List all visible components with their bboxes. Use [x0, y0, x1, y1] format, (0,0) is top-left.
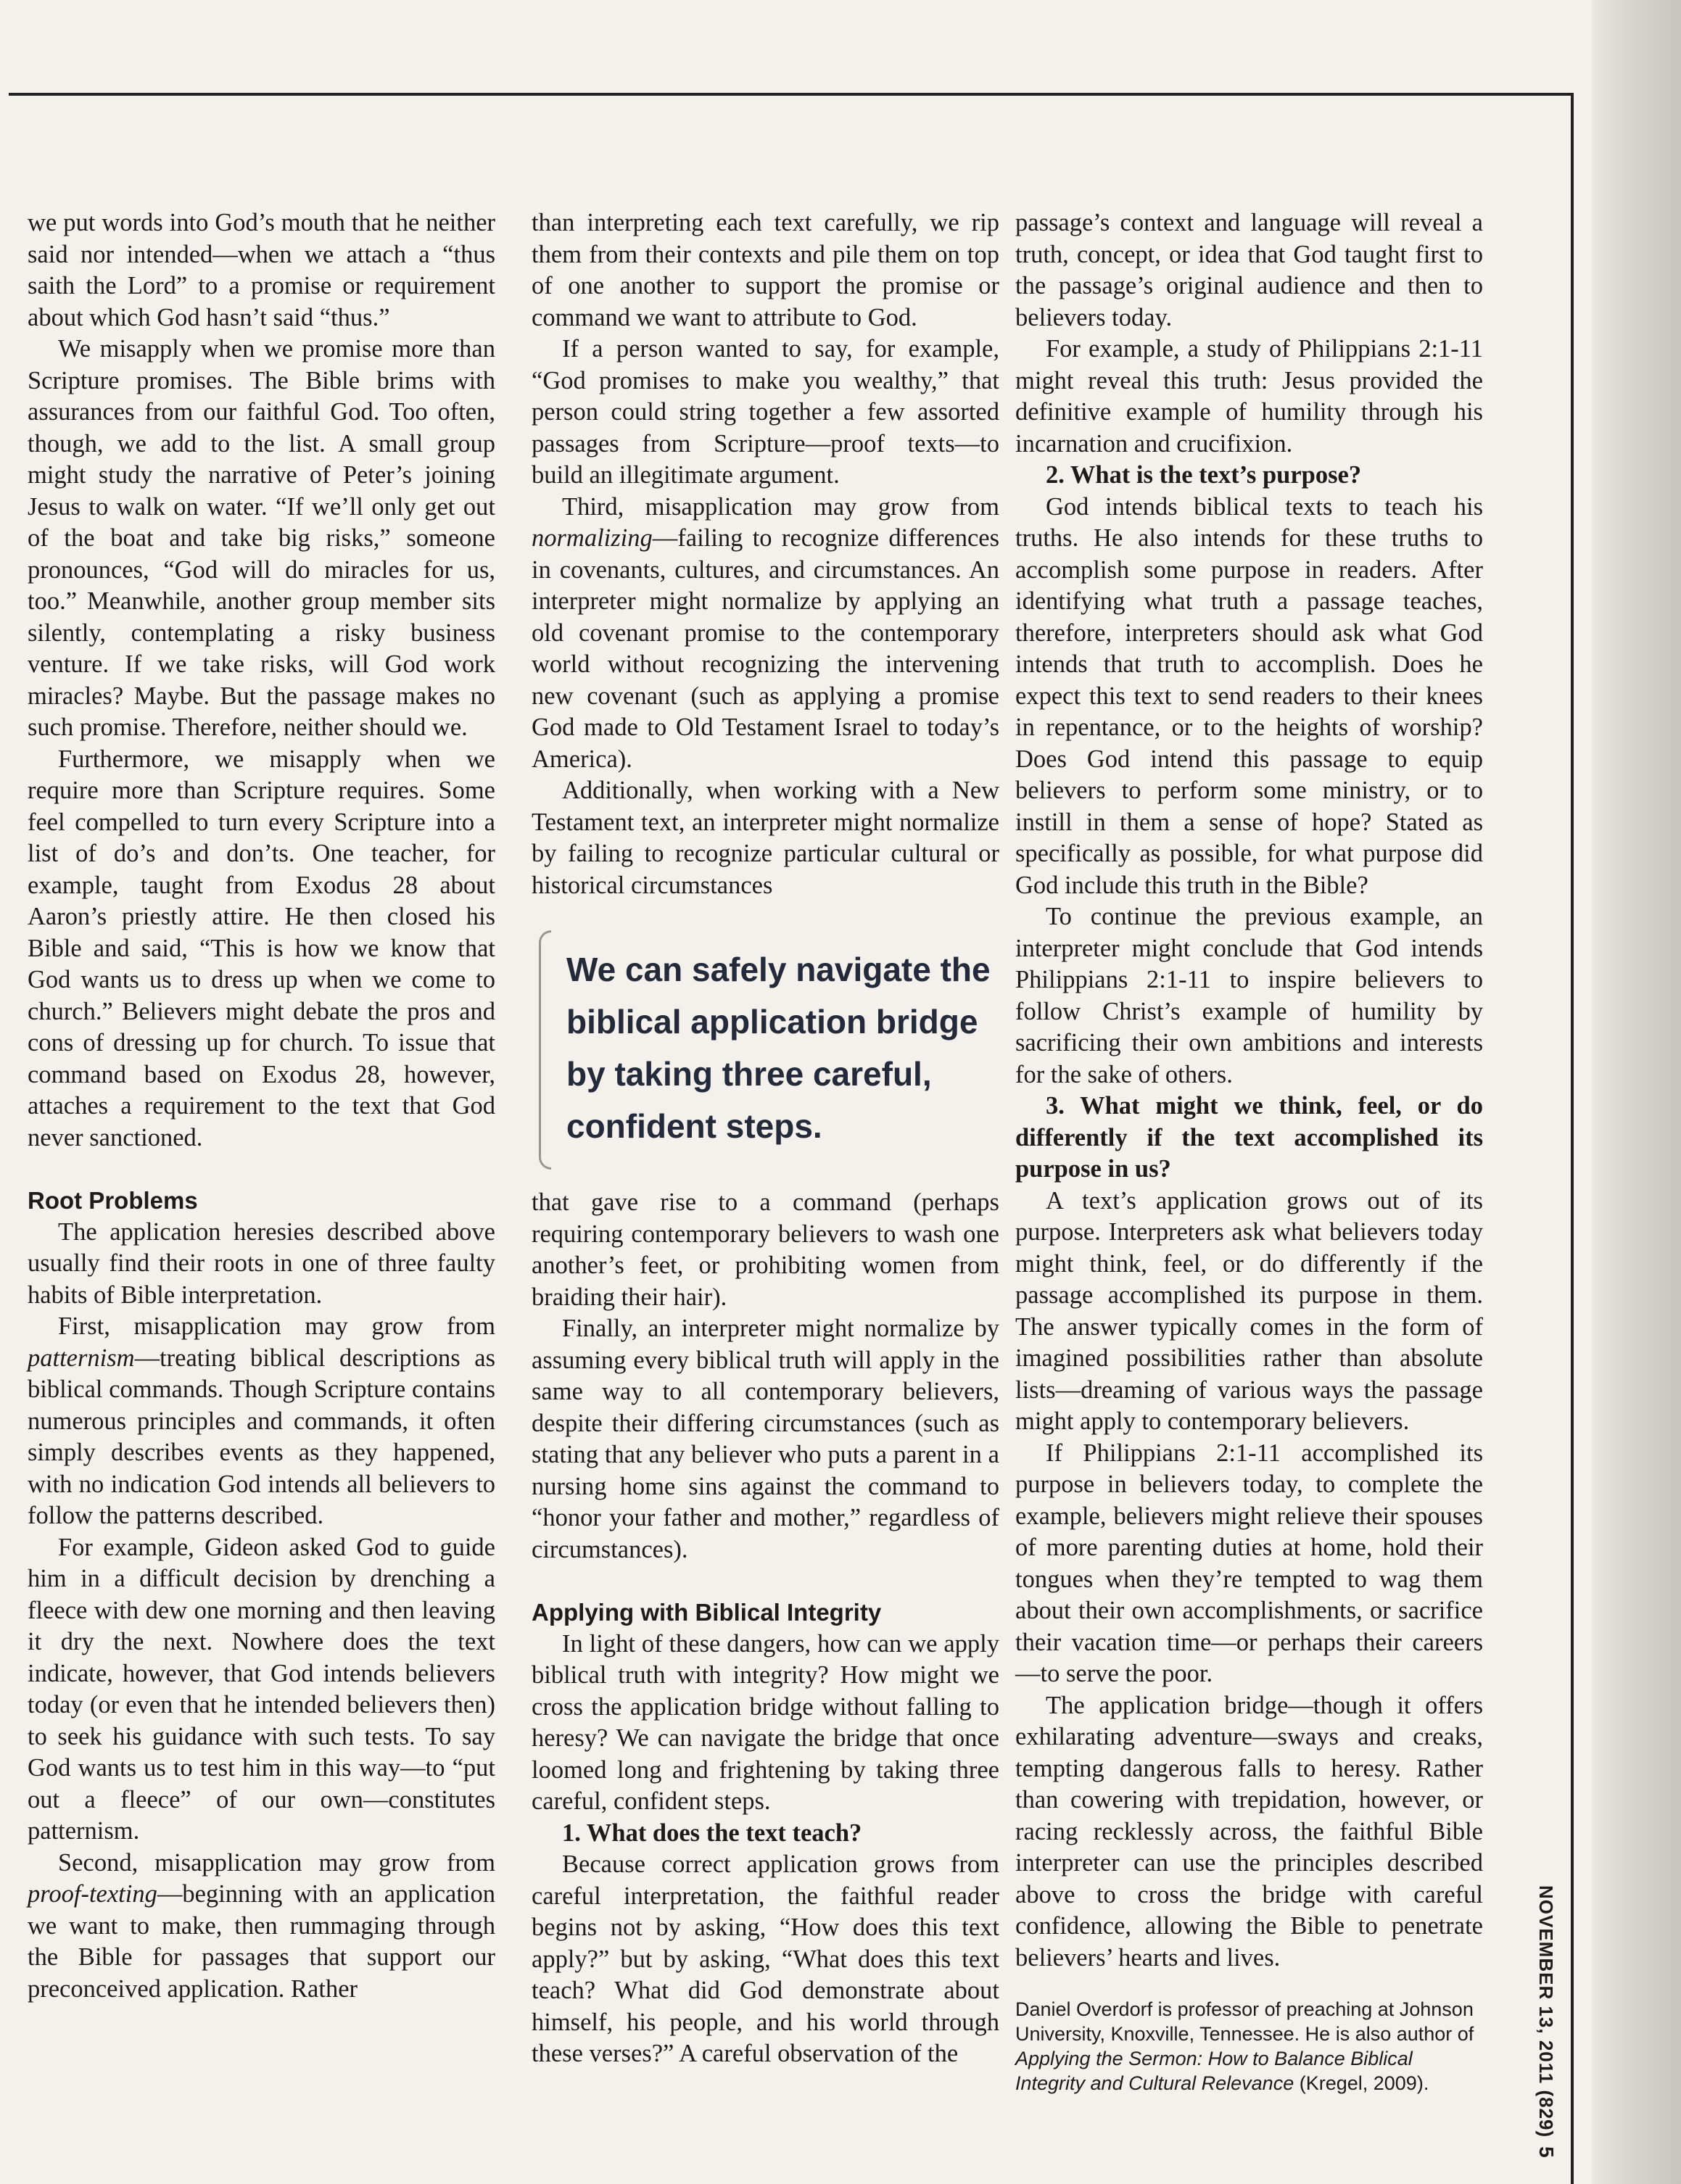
text-run: Daniel Overdorf is professor of preaching at Johnson University, Knoxville, Tennessee. He is also author of: [1015, 1998, 1474, 2045]
term-normalizing: normalizing: [532, 524, 653, 552]
paragraph: that gave rise to a command (perhaps requiring contemporary believers to wash one another’s feet, or prohibiting women from braiding their hair).: [532, 1188, 999, 1311]
paragraph: For example, Gideon asked God to guide him in a difficult decision by drenching a fleece with dew one morning and then leaving it dry the next. Nowhere does the text indicate, however, that God intends believers today (or even that he intended believers then) to seek his guidance with such tests. To say God wants us to test him in this way—to “put out a fleece” of our own—constitutes patternism.: [28, 1533, 495, 1845]
paragraph: Furthermore, we misapply when we require more than Scripture requires. Some feel compelled to turn every Scripture into a list of do’s and don’ts. One teacher, for example, taught from Exodus 28 about Aaron’s priestly attire. He then closed his Bible and said, “This is how we know that God wants us to dress up when we come to church.” Believers might debate the pros and cons of dressing up for church. To issue that command based on Exodus 28, however, attaches a requirement to the text that God never sanctioned.: [28, 745, 495, 1151]
column-2: [532, 207, 999, 2070]
paragraph: We misapply when we promise more than Scripture promises. The Bible brims with assurances from our faithful God. Too often, though, we add to the list. A small group might study the narrative of Peter’s joining Jesus to walk on water. “If we’ll only get out of the boat and take big risks,” someone pronounces, “God will do miracles for us, too.” Meanwhile, another group member sits silently, contemplating a risky business venture. If we take risks, will God work miracles? Maybe. But the passage makes no such promise. Therefore, neither should we.: [28, 335, 495, 741]
text-run: —failing to recognize differences in covenants, cultures, and circumstances. An interpreter might normalize by applying an old covenant promise to the contemporary world without recognizing the intervening new covenant (such as applying a promise God made to Old Testament Israel to today’s America).: [532, 524, 999, 773]
paragraph: The application heresies described above usually find their roots in one of three faulty habits of Bible interpretation.: [28, 1217, 495, 1309]
paragraph: passage’s context and language will reveal a truth, concept, or idea that God taught first to the passage’s original audience and then to believers today.: [1015, 209, 1483, 331]
text-run: First, misapplication may grow from: [58, 1312, 495, 1340]
text-run: Second, misapplication may grow from: [58, 1848, 495, 1877]
side-rule: [1571, 93, 1574, 2184]
step-heading-1: 1. What does the text teach?: [562, 1819, 862, 1847]
paragraph: [28, 1848, 495, 2006]
paragraph: we put words into God’s mouth that he neither said nor intended—when we attach a “thus saith the Lord” to a promise or requirement about which God hasn’t said “thus.”: [28, 209, 495, 331]
column-3: [1015, 207, 1483, 2096]
paragraph: If Philippians 2:1-11 accomplished its purpose in believers today, to complete the example, believers might relieve their spouses of more parenting duties at home, hold their tongues when they’re tempted to wag them about their own accomplishments, or sacrifice their vacation time—or perhaps their careers—to serve the poor.: [1015, 1439, 1483, 1687]
paragraph: [28, 1311, 495, 1532]
text-run: —beginning with an application we want to make, then rummaging through the Bible for passages that support our preconceived application. Rather: [28, 1880, 495, 2003]
term-patternism: patternism: [28, 1344, 135, 1372]
pull-quote-text: We can safely navigate the biblical application bridge by taking three careful, confident steps.: [566, 951, 991, 1145]
issue-date: NOVEMBER 13, 2011 (829): [1535, 1885, 1557, 2138]
paragraph: In light of these dangers, how can we apply biblical truth with integrity? How might we cross the application bridge without falling to heresy? We can navigate the bridge that once loomed long and frightening by taking three careful, confident steps.: [532, 1629, 999, 1815]
section-heading-root-problems: Root Problems: [28, 1187, 198, 1214]
page-footer: [1535, 1885, 1558, 2161]
pull-quote-bracket: [539, 930, 551, 1170]
section-heading-applying: Applying with Biblical Integrity: [532, 1599, 882, 1626]
text-run: —treating biblical descriptions as biblical commands. Though Scripture contains numerous principles and commands, it often simply describes events as they happened, with no indication God intends all believers to follow the patterns described.: [28, 1344, 495, 1529]
step-heading-3: 3. What might we think, feel, or do differently if the text accomplished its purpose in us?: [1015, 1092, 1483, 1183]
author-bio: [1015, 1997, 1483, 2096]
paragraph: Finally, an interpreter might normalize by assuming every biblical truth will apply in the same way to all contemporary believers, despite their differing circumstances (such as stating that any believer who puts a parent in a nursing home sins against the command to “honor your father and mother,” regardless of circumstances).: [532, 1315, 999, 1563]
top-rule: [9, 93, 1574, 96]
paragraph: Because correct application grows from careful interpretation, the faithful reader begins not by asking, “How does this text apply?” but by asking, “What does this text teach? What did God demonstrate about himself, his people, and his world through these verses?” A careful observation of the: [532, 1850, 999, 2067]
paragraph: If a person wanted to say, for example, “God promises to make you wealthy,” that person could string together a few assorted passages from Scripture—proof texts—to build an illegitimate argument.: [532, 335, 999, 489]
text-run: Third, misapplication may grow from: [562, 492, 999, 521]
paragraph: Additionally, when working with a New Testament text, an interpreter might normalize by failing to recognize particular cultural or historical circumstances: [532, 777, 999, 899]
page-edge-shadow: [1592, 0, 1681, 2184]
page-number: 5: [1535, 2146, 1558, 2159]
pull-quote: [532, 930, 999, 1165]
paragraph: A text’s application grows out of its purpose. Interpreters ask what believers today might think, feel, or do differently if the passage accomplished its purpose in them. The answer typically comes in the form of imagined possibilities rather than absolute lists—dreaming of various ways the passage might apply to contemporary believers.: [1015, 1186, 1483, 1435]
paragraph: The application bridge—though it offers exhilarating adventure—sways and creaks, tempting dangerous falls to heresy. Rather than cowering with trepidation, however, or racing recklessly across, the faithful Bible interpreter can use the principles described above to cross the bridge with careful confidence, allowing the Bible to penetrate believers’ hearts and lives.: [1015, 1691, 1483, 1972]
step-heading-2: 2. What is the text’s purpose?: [1046, 461, 1362, 489]
paragraph: To continue the previous example, an interpreter might conclude that God intends Philippians 2:1-11 to inspire believers to follow Christ’s example of humility by sacrificing their own ambitions and interests for the sake of others.: [1015, 903, 1483, 1088]
paragraph: For example, a study of Philippians 2:1-11 might reveal this truth: Jesus provided the definitive example of humility through his incarnation and crucifixion.: [1015, 335, 1483, 458]
paragraph: than interpreting each text carefully, we rip them from their contexts and pile them on top of one another to support the promise or command we want to attribute to God.: [532, 209, 999, 331]
text-run: (Kregel, 2009).: [1294, 2072, 1429, 2094]
paragraph: God intends biblical texts to teach his truths. He also intends for these truths to accomplish some purpose in readers. After identifying what truth a passage teaches, therefore, interpreters should ask what God intends that truth to accomplish. Does he expect this text to send readers to their knees in repentance, or to the heights of worship? Does God intend this passage to equip believers to perform some ministry, or to instill in them a sense of hope? Stated as specifically as possible, for what purpose did God include this truth in the Bible?: [1015, 492, 1483, 899]
column-1: [28, 207, 495, 2005]
term-proof-texting: proof-texting: [28, 1880, 157, 1908]
paragraph: [532, 492, 999, 776]
book-title: Applying the Sermon: How to Balance Biblical Integrity and Cultural Relevance: [1015, 2048, 1413, 2094]
